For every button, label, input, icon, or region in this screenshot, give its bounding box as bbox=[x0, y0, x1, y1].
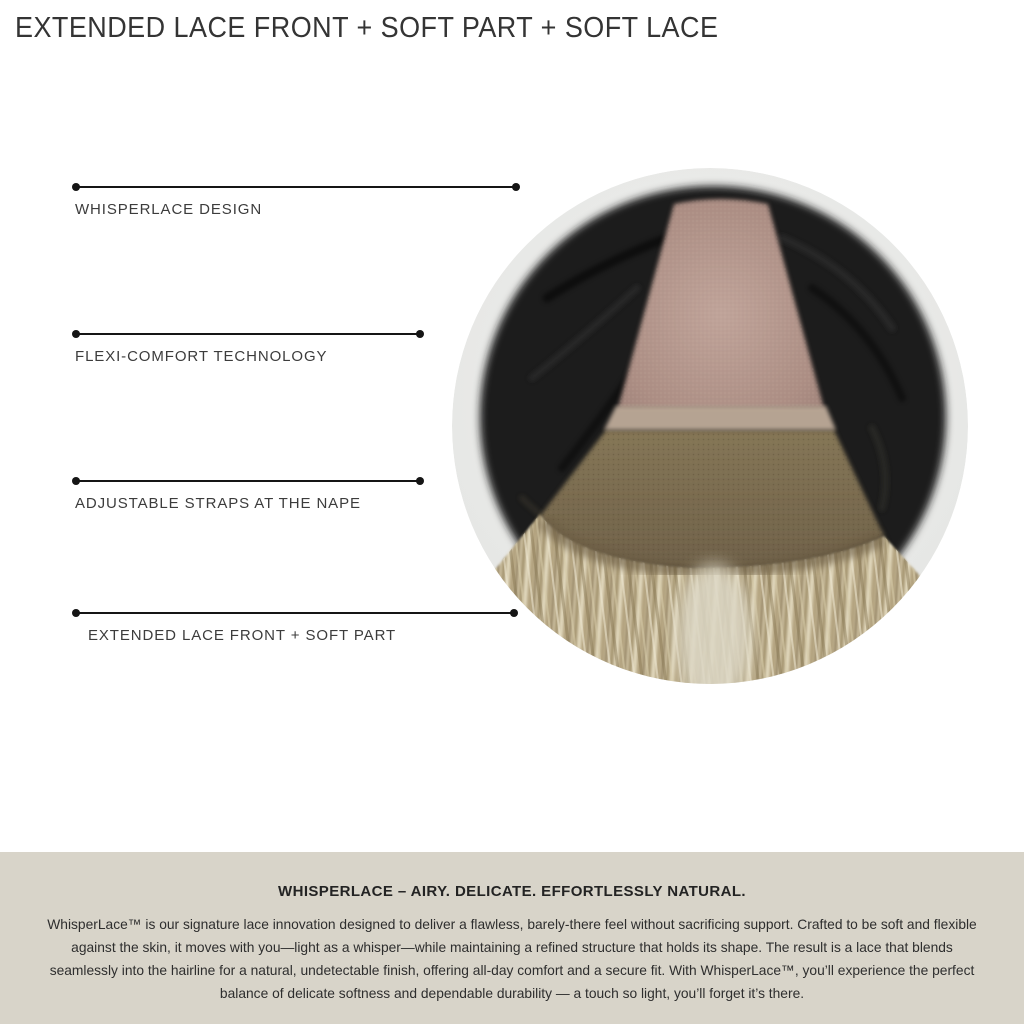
callout-label: FLEXI-COMFORT TECHNOLOGY bbox=[75, 348, 328, 365]
info-band bbox=[0, 852, 1024, 1024]
callout-line bbox=[75, 480, 421, 482]
callout-flexi-comfort bbox=[75, 333, 421, 365]
callout-dot-left bbox=[72, 330, 80, 338]
callout-label: EXTENDED LACE FRONT + SOFT PART bbox=[88, 627, 397, 644]
wig-cap-photo bbox=[452, 168, 968, 684]
callout-dot-left bbox=[72, 183, 80, 191]
skin-strip bbox=[604, 406, 836, 430]
page-title: EXTENDED LACE FRONT + SOFT PART + SOFT LACE bbox=[15, 12, 719, 44]
callout-line bbox=[75, 612, 515, 614]
callout-line bbox=[75, 186, 517, 188]
callout-line bbox=[75, 333, 421, 335]
info-band-heading: WHISPERLACE – AIRY. DELICATE. EFFORTLESSLY NATURAL. bbox=[278, 883, 746, 900]
callout-label: ADJUSTABLE STRAPS AT THE NAPE bbox=[75, 495, 361, 512]
callout-extended-lace-front bbox=[75, 612, 515, 644]
callout-dot-right bbox=[416, 330, 424, 338]
callout-whisperlace-design bbox=[75, 186, 517, 218]
callout-label: WHISPERLACE DESIGN bbox=[75, 201, 263, 218]
callout-adjustable-straps bbox=[75, 480, 421, 512]
callout-dot-left bbox=[72, 477, 80, 485]
info-band-body: WhisperLace™ is our signature lace innovation designed to deliver a flawless, barely-there feel without sacrificing support. Crafted to be soft and flexible against the skin, it moves with you—light as a whisper—while maintaining a refined structure that holds its shape. The result is a lace that blends seamlessly into the hairline for a natural, undetectable finish, offering all-day comfort and a secure fit. With WhisperLace™, you’ll experience the perfect balance of delicate softness and dependable durability — a touch so light, you’ll forget it’s there. bbox=[47, 917, 977, 1001]
callout-dot-left bbox=[72, 609, 80, 617]
callout-dot-right bbox=[416, 477, 424, 485]
